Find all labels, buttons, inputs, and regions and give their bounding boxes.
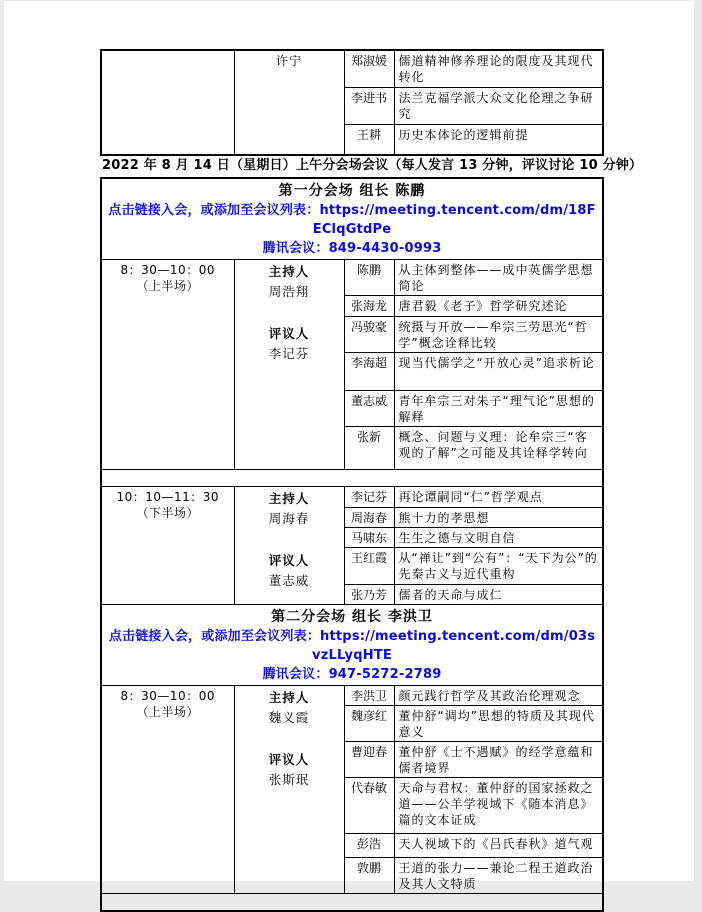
paper-title: 董仲舒《士不遇赋》的经学意蕴和儒者境界 (394, 742, 603, 778)
paper-title: 概念、问题与义理：论牟宗三“客观的了解”之可能及其诠释学转向 (394, 427, 603, 470)
presenter-name: 陈鹏 (344, 260, 394, 296)
presenter-name: 魏彦红 (344, 706, 394, 742)
paper-title: 董仲舒“调均”思想的特质及其现代意义 (394, 706, 603, 742)
presenter-name: 李洪卫 (344, 686, 394, 706)
host-name: 魏义霞 (268, 710, 310, 725)
time-half: （上半场） (136, 279, 199, 293)
paper-title: 唐君毅《老子》哲学研究述论 (394, 296, 603, 317)
reviewer-label: 评议人 (268, 752, 310, 767)
table-row (101, 487, 603, 508)
morning-sessions-table (100, 177, 604, 912)
table-row (101, 50, 603, 87)
presenter-name: 李进书 (344, 87, 394, 124)
spacer (239, 728, 340, 750)
paper-title: 王道的张力——兼论二程王道政治及其人文特质 (394, 858, 603, 894)
reviewer-name: 董志威 (268, 573, 310, 588)
time-range: 8：30—10：00 (120, 689, 215, 703)
time-range: 8：30—10：00 (120, 263, 215, 277)
presenter-name: 周海春 (344, 508, 394, 528)
time-cell (101, 686, 234, 894)
time-range: 10：10—11：30 (116, 490, 220, 504)
reviewer-name: 张斯珉 (268, 772, 310, 787)
reviewer-label: 评议人 (268, 553, 310, 568)
meeting-id: 腾讯会议：849-4430-0993 (262, 241, 442, 256)
time-half: （上半场） (136, 705, 199, 719)
section-header-row (101, 605, 603, 686)
presenter-name: 王耕 (344, 124, 394, 155)
paper-title: 天命与君权：董仲舒的国家拯救之道——公羊学视域下《随本消息》篇的文本证成 (394, 778, 603, 834)
time-cell-empty (101, 50, 234, 155)
presenter-name: 曹迎春 (344, 742, 394, 778)
join-meeting-link[interactable]: 点击链接入会，或添加至会议列表：https://meeting.tencent.com/dm/18FEClqGtdPe (108, 203, 596, 237)
section-header-cell (101, 605, 603, 686)
date-heading: 2022 年 8 月 14 日（星期日）上午分会场会议（每人发言 13 分钟，评议讨论 10 分钟） (102, 158, 643, 173)
host-name: 周浩翔 (268, 284, 310, 299)
paper-title: 从主体到整体——成中英儒学思想简论 (394, 260, 603, 296)
paper-title: 颜元践行哲学及其政治伦理观念 (394, 686, 603, 706)
presenter-name: 马啸东 (344, 528, 394, 548)
chair-cell (234, 260, 344, 470)
paper-title: 现当代儒学之“开放心灵”追求析论 (394, 353, 603, 391)
reviewer-name: 李记芬 (268, 346, 310, 361)
presenter-name: 张新 (344, 427, 394, 470)
paper-title: 青年牟宗三对朱子“理气论”思想的解释 (394, 391, 603, 427)
presenter-name: 董志威 (344, 391, 394, 427)
paper-title: 熊十力的孝思想 (394, 508, 603, 528)
meeting-id: 腾讯会议：947-5272-2789 (262, 667, 442, 682)
page-content (100, 49, 643, 912)
table-row (101, 686, 603, 706)
spacer (239, 529, 340, 551)
paper-title: 天人视域下的《吕氏春秋》道气观 (394, 834, 603, 858)
document-page (4, 1, 694, 891)
host-label: 主持人 (268, 690, 310, 705)
spacer-row (101, 894, 603, 912)
time-cell (101, 260, 234, 470)
paper-title: 儒道精神修养理论的限度及其现代转化 (394, 50, 603, 87)
section-title: 第二分会场 组长 李洪卫 (271, 609, 433, 625)
host-label: 主持人 (268, 264, 310, 279)
section-header-cell (101, 178, 603, 260)
table-row (101, 260, 603, 296)
chair-cell (234, 487, 344, 605)
presenter-name: 郑淑媛 (344, 50, 394, 87)
paper-title: 历史本体论的逻辑前提 (394, 124, 603, 155)
moderator-cell: 许宁 (234, 50, 344, 155)
host-name: 周海春 (268, 511, 310, 526)
paper-title: 再论谭嗣同“仁”哲学观点 (394, 487, 603, 508)
presenter-name: 代春敏 (344, 778, 394, 834)
spacer-cell (101, 470, 603, 487)
previous-session-table (100, 49, 604, 156)
join-meeting-link[interactable]: 点击链接入会，或添加至会议列表：https://meeting.tencent.com/dm/03svzLLyqHTE (108, 629, 596, 663)
spacer (239, 302, 340, 324)
spacer-cell (101, 894, 603, 912)
paper-title: 儒者的天命与成仁 (394, 585, 603, 605)
section-header-row (101, 178, 603, 260)
presenter-name: 敦鹏 (344, 858, 394, 894)
section-title: 第一分会场 组长 陈鹏 (278, 183, 426, 199)
host-label: 主持人 (268, 491, 310, 506)
reviewer-label: 评议人 (268, 326, 310, 341)
time-half: （下半场） (136, 506, 199, 520)
presenter-name: 李记芬 (344, 487, 394, 508)
paper-title: 生生之德与文明自信 (394, 528, 603, 548)
presenter-name: 彭浩 (344, 834, 394, 858)
presenter-name: 王红霞 (344, 548, 394, 585)
chair-cell (234, 686, 344, 894)
paper-title: 统摄与开放——牟宗三劳思光“哲学”概念诠释比较 (394, 317, 603, 353)
presenter-name: 张乃芳 (344, 585, 394, 605)
presenter-name: 张海龙 (344, 296, 394, 317)
paper-title: 从“禅让”到“公有”：“天下为公”的先秦古义与近代重构 (394, 548, 603, 585)
time-cell (101, 487, 234, 605)
paper-title: 法兰克福学派大众文化伦理之争研究 (394, 87, 603, 124)
spacer-row (101, 470, 603, 487)
presenter-name: 李海超 (344, 353, 394, 391)
presenter-name: 冯骏豪 (344, 317, 394, 353)
